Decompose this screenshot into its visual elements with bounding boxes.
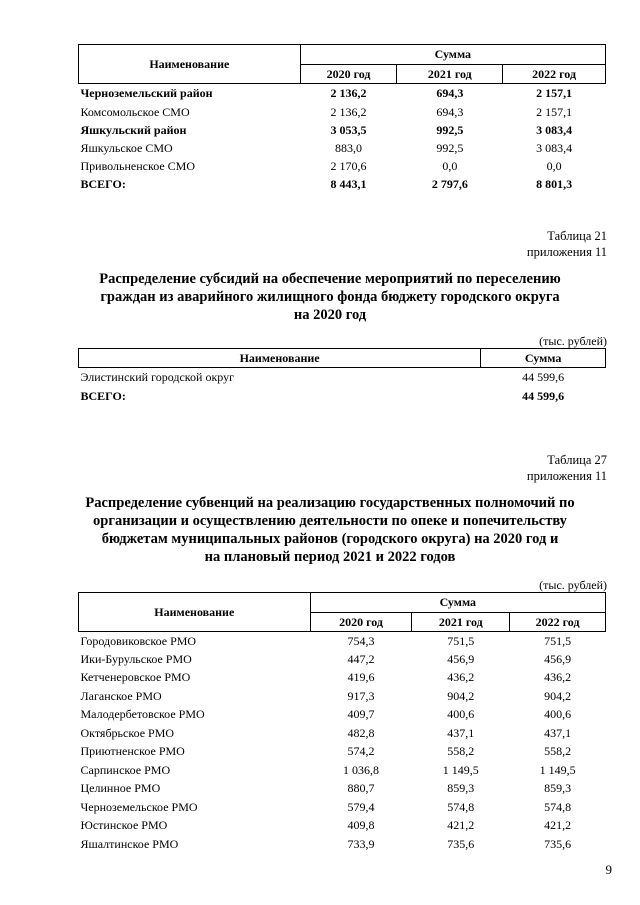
row-name: Кетченеровское РМО [80, 670, 191, 685]
table-row [79, 743, 606, 762]
header-year: 2021 год [412, 613, 510, 632]
table-row [79, 835, 606, 854]
cell-2021: 456,9 [447, 651, 475, 666]
cell-2020: 1 036,8 [343, 762, 379, 777]
header-name: Наименование [79, 45, 301, 84]
table-row [79, 650, 606, 669]
cell-2021: 558,2 [447, 744, 475, 759]
table-number: Таблица 27 [547, 453, 607, 467]
cell-2022: 3 083,4 [536, 123, 573, 137]
table-row [79, 724, 606, 743]
cell-2020: 917,3 [347, 688, 375, 703]
header-year: 2020 год [310, 613, 412, 632]
table-row [79, 632, 606, 651]
header-sum: Сумма [481, 349, 606, 368]
row-name: ВСЕГО: [80, 388, 126, 403]
table-subventions [78, 592, 606, 854]
cell-2022: 3 083,4 [536, 141, 573, 155]
table-title [60, 494, 600, 566]
cell-2020: 880,7 [347, 781, 375, 796]
cell-2020: 883,0 [335, 141, 363, 155]
cell-2020: 2 170,6 [330, 159, 367, 173]
header-sum: Сумма [310, 593, 605, 613]
cell-2020: 2 136,2 [330, 105, 367, 119]
table-row [79, 122, 606, 140]
cell-2021: 992,5 [436, 123, 464, 137]
table-note [527, 228, 607, 260]
row-name: Яшалтинское РМО [80, 836, 179, 851]
row-name: Сарпинское РМО [80, 762, 171, 777]
row-name: Приютненское РМО [80, 744, 185, 759]
title-line: организации и осуществлению деятельности по опеке и попечительству [93, 513, 567, 529]
row-name: Октябрьское РМО [80, 725, 175, 740]
cell-2020: 409,8 [347, 818, 375, 833]
cell-2022: 574,8 [544, 799, 572, 814]
cell-2020: 733,9 [347, 836, 375, 851]
cell-2021: 859,3 [447, 781, 475, 796]
unit-label: (тыс. рублей) [539, 578, 607, 592]
table-row-total [79, 387, 606, 406]
table-row [79, 798, 606, 817]
cell-sum: 44 599,6 [522, 369, 565, 384]
cell-2021: 0,0 [442, 159, 458, 173]
unit-label: (тыс. рублей) [539, 334, 607, 348]
table-appendix: приложения 11 [526, 245, 607, 259]
table-number: Таблица 21 [547, 229, 607, 243]
title-line: граждан из аварийного жилищного фонда бюджету городского округа [100, 289, 560, 305]
row-name: ВСЕГО: [80, 177, 126, 191]
title-line: Распределение субвенций на реализацию государственных полномочий по [85, 495, 575, 511]
table-row [79, 104, 606, 122]
cell-2020: 482,8 [347, 725, 375, 740]
cell-2022: 904,2 [544, 688, 572, 703]
row-name: Малодербетовское РМО [80, 707, 205, 722]
cell-2021: 421,2 [447, 818, 475, 833]
cell-2021: 735,6 [447, 836, 475, 851]
row-name: Юстинское РМО [80, 818, 168, 833]
cell-2022: 735,6 [544, 836, 572, 851]
row-name: Элистинский городской округ [80, 369, 235, 384]
cell-2022: 8 801,3 [536, 177, 573, 191]
cell-2022: 751,5 [544, 633, 572, 648]
header-name: Наименование [79, 349, 481, 368]
cell-sum: 44 599,6 [522, 388, 565, 403]
table-row [79, 158, 606, 176]
page-number: 9 [605, 862, 612, 877]
header-year: 2020 год [300, 65, 397, 84]
cell-2021: 2 797,6 [431, 177, 468, 191]
cell-2022: 421,2 [544, 818, 572, 833]
cell-2020: 409,7 [347, 707, 375, 722]
table-row [79, 780, 606, 799]
table-note [527, 452, 607, 484]
title-line: на 2020 год [293, 307, 367, 323]
cell-2021: 400,6 [447, 707, 475, 722]
cell-2021: 436,2 [447, 670, 475, 685]
cell-2020: 754,3 [347, 633, 375, 648]
row-name: Городовиковское РМО [80, 633, 197, 648]
cell-2021: 992,5 [436, 141, 464, 155]
cell-2022: 436,2 [544, 670, 572, 685]
table-appendix: приложения 11 [526, 469, 607, 483]
header-name: Наименование [79, 593, 311, 632]
row-name: Яшкульское СМО [80, 141, 173, 155]
cell-2022: 859,3 [544, 781, 572, 796]
table-title [60, 270, 600, 324]
cell-2022: 558,2 [544, 744, 572, 759]
cell-2020: 579,4 [347, 799, 375, 814]
table-row [79, 706, 606, 725]
title-line: бюджетам муниципальных районов (городского округа) на 2020 год и [101, 531, 559, 547]
table-row [79, 84, 606, 104]
cell-2021: 694,3 [436, 86, 464, 101]
header-year: 2022 год [510, 613, 606, 632]
cell-2021: 1 149,5 [442, 762, 479, 777]
row-name: Лаганское РМО [80, 688, 162, 703]
cell-2021: 574,8 [447, 799, 475, 814]
cell-2021: 904,2 [447, 688, 475, 703]
row-name: Яшкульский район [80, 123, 187, 137]
table-row-total [79, 176, 606, 194]
cell-2022: 2 157,1 [536, 105, 573, 119]
header-sum: Сумма [300, 45, 605, 65]
table-districts [78, 44, 606, 194]
table-row [79, 140, 606, 158]
cell-2021: 751,5 [447, 633, 475, 648]
table-row [79, 368, 606, 387]
row-name: Черноземельское РМО [80, 799, 198, 814]
row-name: Комсомольское СМО [80, 105, 190, 119]
cell-2022: 1 149,5 [539, 762, 576, 777]
cell-2022: 456,9 [544, 651, 572, 666]
header-year: 2022 год [503, 65, 606, 84]
header-year: 2021 год [397, 65, 503, 84]
cell-2020: 2 136,2 [330, 86, 367, 101]
cell-2020: 3 053,5 [330, 123, 367, 137]
table-subsidies [78, 348, 606, 406]
cell-2020: 8 443,1 [330, 177, 367, 191]
cell-2021: 694,3 [436, 105, 464, 119]
cell-2020: 574,2 [347, 744, 375, 759]
table-row [79, 687, 606, 706]
cell-2022: 400,6 [544, 707, 572, 722]
title-line: Распределение субсидий на обеспечение мероприятий по переселению [99, 271, 561, 287]
table-row [79, 669, 606, 688]
table-row [79, 761, 606, 780]
table-row [79, 817, 606, 836]
cell-2020: 447,2 [347, 651, 375, 666]
cell-2022: 2 157,1 [536, 86, 573, 101]
row-name: Привольненское СМО [80, 159, 196, 173]
row-name: Черноземельский район [80, 86, 213, 101]
cell-2022: 0,0 [546, 159, 562, 173]
cell-2021: 437,1 [447, 725, 475, 740]
cell-2022: 437,1 [544, 725, 572, 740]
row-name: Ики-Бурульское РМО [80, 651, 192, 666]
title-line: на плановый период 2021 и 2022 годов [204, 549, 456, 565]
row-name: Целинное РМО [80, 781, 161, 796]
cell-2020: 419,6 [347, 670, 375, 685]
